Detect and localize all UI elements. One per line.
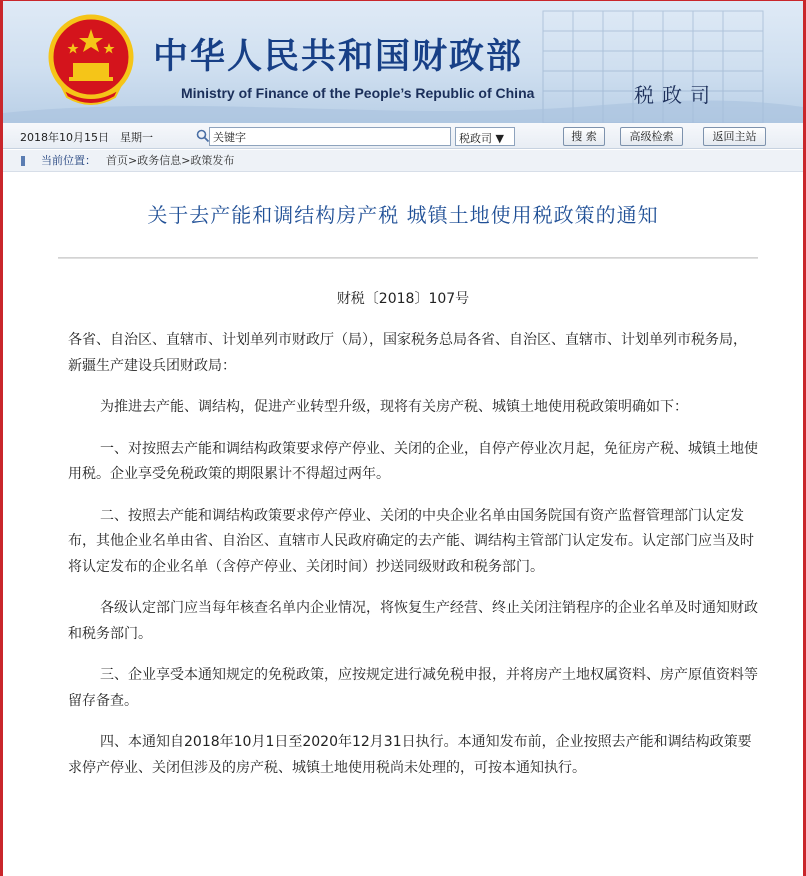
article-paragraph: 为推进去产能、调结构，促进产业转型升级，现将有关房产税、城镇土地使用税政策明确如下： <box>100 399 688 415</box>
site-title-cn: 中华人民共和国财政部 <box>153 36 524 77</box>
article-paragraph: 三、企业享受本通知规定的免税政策，应按规定进行减免税申报，并将房产土地权属资料、房产原值资料等留存备查。 <box>68 667 758 709</box>
article-paragraph: 一、对按照去产能和调结构政策要求停产停业、关闭的企业，自停产停业次月起，免征房产税、城镇土地使用税。企业享受免税政策的期限累计不得超过两年。 <box>68 440 758 482</box>
article-paragraph: 二、按照去产能和调结构政策要求停产停业、关闭的中央企业名单由国务院国有资产监督管理部门认定发布，其他企业名单由省、自治区、直辖市人民政府确定的去产能、调结构主管部门认定发布。认定部门应当及时将认定发布的企业名单（含停产停业、关闭时间）抄送同级财政和税务部门。 <box>68 507 754 575</box>
return-home-button[interactable]: 返回主站 <box>703 127 766 146</box>
current-date: 2018年10月15日 星期一 <box>20 131 153 144</box>
article-body <box>68 328 758 797</box>
search-button[interactable]: 搜 索 <box>563 127 605 146</box>
breadcrumb-separator: > <box>181 154 191 167</box>
search-icon <box>196 129 210 143</box>
site-title-en: Ministry of Finance of the People’s Republic of China <box>181 85 535 101</box>
article-title: 关于去产能和调结构房产税 城镇土地使用税政策的通知 <box>147 203 659 227</box>
breadcrumb-separator: > <box>128 154 138 167</box>
header-banner <box>3 1 803 123</box>
search-input[interactable]: 关键字 <box>209 127 451 146</box>
breadcrumb-label: 当前位置： <box>41 154 96 167</box>
breadcrumb-item-gov-info[interactable]: 政务信息 <box>137 154 182 167</box>
national-emblem-icon <box>43 11 139 111</box>
scope-select[interactable]: 税政司 ▼ <box>455 127 515 146</box>
title-divider <box>58 257 758 259</box>
breadcrumb-marker-icon <box>21 156 25 166</box>
breadcrumb-item-home[interactable]: 首页 <box>106 154 128 167</box>
article-paragraph: 四、本通知自2018年10月1日至2020年12月31日执行。本通知发布前，企业按照去产能和调结构政策要求停产停业、关闭但涉及的房产税、城镇土地使用税尚未处理的，可按本通知执行。 <box>68 734 752 776</box>
breadcrumb-path <box>106 150 234 172</box>
breadcrumb <box>3 150 803 172</box>
advanced-search-button[interactable]: 高级检索 <box>620 127 683 146</box>
document-number: 财税〔2018〕107号 <box>336 291 470 307</box>
breadcrumb-item-policy[interactable]: 政策发布 <box>190 154 235 167</box>
department-name: 税政司 <box>634 83 718 107</box>
toolbar <box>3 123 803 149</box>
article-paragraph: 各级认定部门应当每年核查名单内企业情况，将恢复生产经营、终止关闭注销程序的企业名单及时通知财政和税务部门。 <box>68 600 758 642</box>
article-paragraph: 各省、自治区、直辖市、计划单列市财政厅（局），国家税务总局各省、自治区、直辖市、计划单列市税务局，新疆生产建设兵团财政局： <box>68 332 747 374</box>
